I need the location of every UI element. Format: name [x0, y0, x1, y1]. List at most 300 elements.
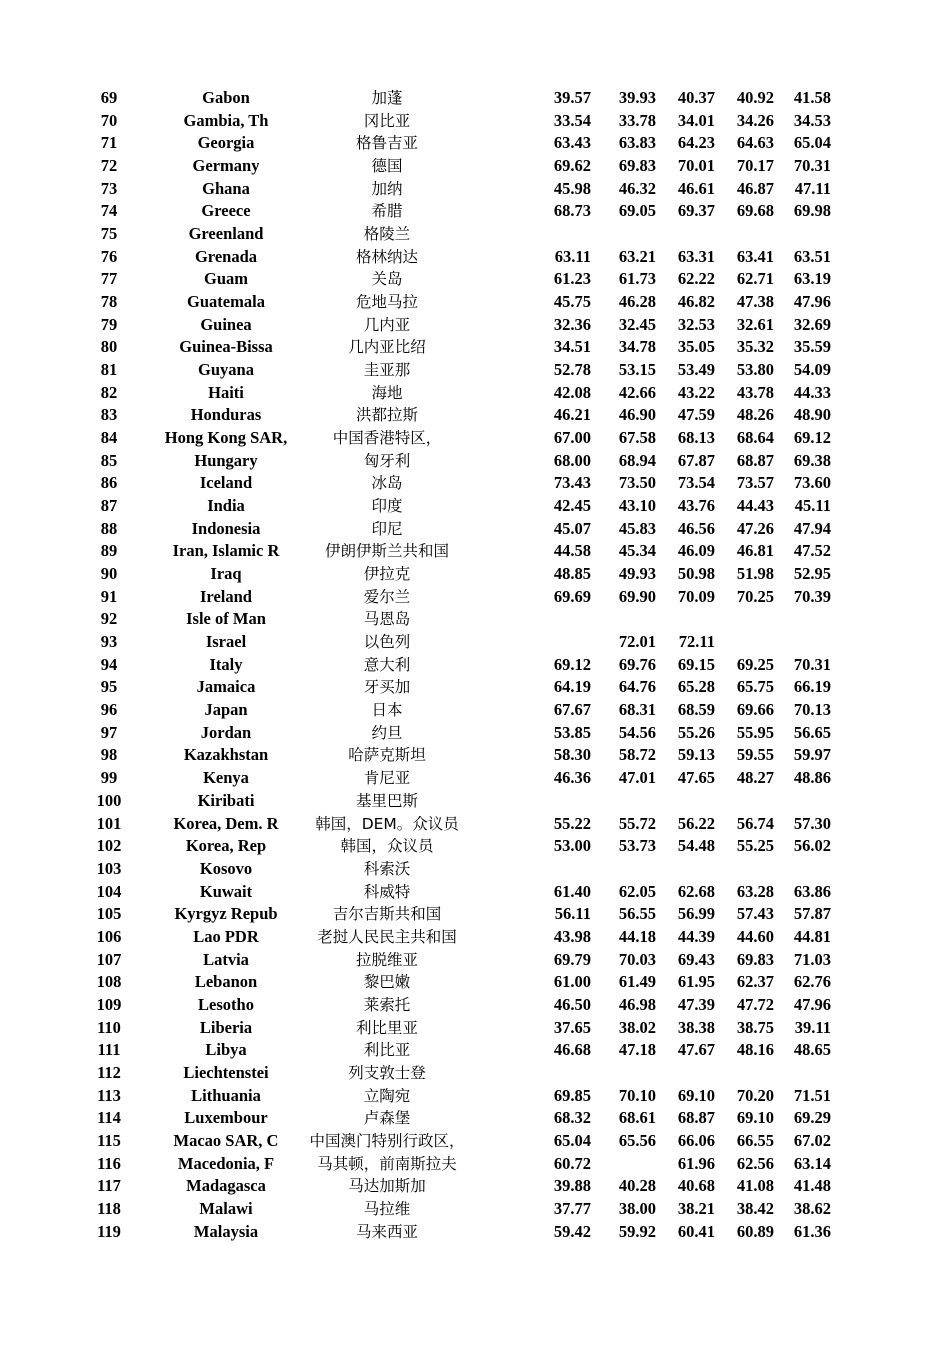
value-cell: 65.75: [736, 677, 774, 697]
country-name-english: Macao SAR, C: [173, 1130, 279, 1150]
value-cell: 56.74: [736, 813, 774, 833]
value-cell: 64.23: [677, 133, 715, 153]
table-row: [0, 450, 950, 473]
row-number: 116: [97, 1153, 121, 1173]
value-cell: 55.72: [618, 813, 656, 833]
country-name-english: Madagasca: [186, 1176, 266, 1196]
value-cell: 47.59: [677, 405, 715, 425]
country-name-english: Isle of Man: [186, 609, 266, 629]
value-cell: 62.56: [736, 1153, 774, 1173]
value-cell: 38.00: [618, 1198, 656, 1218]
value-cell: 39.93: [618, 88, 656, 107]
row-number: 96: [100, 700, 118, 720]
row-number: 78: [100, 292, 118, 312]
value-cell: 62.37: [736, 972, 774, 992]
row-number: 97: [100, 722, 118, 742]
table-row: [0, 722, 950, 745]
row-number: 77: [100, 269, 118, 289]
country-name-english: Latvia: [203, 949, 249, 969]
value-cell: 52.95: [793, 564, 831, 584]
value-cell: 61.73: [618, 269, 656, 289]
country-name-chinese: 关岛: [371, 270, 403, 289]
table-row: [0, 359, 950, 382]
table-row: [0, 518, 950, 541]
value-cell: 46.28: [618, 292, 656, 312]
value-cell: 46.36: [553, 768, 591, 788]
country-name-english: Italy: [209, 654, 243, 674]
country-name-chinese: 利比亚: [363, 1041, 411, 1060]
country-name-chinese: 马其顿，前南斯拉夫: [317, 1154, 457, 1173]
value-cell: 47.65: [677, 768, 715, 788]
country-name-chinese: 冰岛: [371, 474, 403, 493]
country-name-english: Libya: [205, 1040, 247, 1060]
table-row: [0, 835, 950, 858]
value-cell: 67.58: [618, 428, 656, 448]
country-name-chinese: 日本: [371, 701, 403, 720]
value-cell: 48.90: [793, 405, 831, 425]
country-name-chinese: 科威特: [363, 882, 411, 901]
table-row: [0, 926, 950, 949]
country-name-chinese: 意大利: [363, 655, 411, 674]
country-name-english: Iran, Islamic R: [172, 541, 280, 561]
value-cell: 34.78: [618, 337, 656, 357]
value-cell: 54.09: [793, 360, 831, 380]
value-cell: 69.38: [793, 450, 831, 470]
value-cell: 62.05: [618, 881, 656, 901]
row-number: 95: [100, 677, 118, 697]
value-cell: 46.90: [618, 405, 656, 425]
country-name-english: Greece: [201, 201, 251, 221]
country-name-chinese: 匈牙利: [363, 451, 411, 470]
country-name-chinese: 几内亚: [363, 315, 411, 334]
value-cell: 59.92: [618, 1221, 656, 1241]
value-cell: 63.31: [677, 246, 715, 266]
country-name-chinese: 圭亚那: [363, 361, 411, 380]
country-name-chinese: 马恩岛: [363, 610, 411, 629]
value-cell: 65.28: [677, 677, 715, 697]
table-row: [0, 223, 950, 246]
row-number: 99: [100, 768, 118, 788]
value-cell: 69.25: [736, 654, 774, 674]
value-cell: 64.19: [553, 677, 591, 697]
country-name-chinese: 科索沃: [363, 859, 411, 878]
value-cell: 70.31: [793, 654, 831, 674]
value-cell: 68.94: [618, 450, 656, 470]
row-number: 94: [100, 654, 118, 674]
value-cell: 62.22: [677, 269, 715, 289]
country-name-english: Kiribati: [197, 790, 255, 810]
table-row: [0, 790, 950, 813]
country-name-english: Kenya: [203, 768, 249, 788]
country-name-chinese: 基里巴斯: [355, 791, 418, 810]
row-number: 119: [97, 1221, 121, 1241]
row-number: 107: [96, 949, 122, 969]
country-name-english: Kosovo: [199, 858, 253, 878]
value-cell: 59.97: [793, 745, 831, 765]
table-row: [0, 1198, 950, 1221]
value-cell: 41.58: [793, 88, 831, 107]
value-cell: 47.94: [793, 518, 831, 538]
country-name-english: Liechtenstei: [183, 1062, 269, 1082]
value-cell: 48.86: [793, 768, 831, 788]
row-number: 69: [100, 88, 118, 107]
value-cell: 63.19: [793, 269, 831, 289]
value-cell: 39.11: [794, 1017, 831, 1037]
table-row: [0, 1153, 950, 1176]
value-cell: 46.61: [677, 178, 715, 198]
country-name-chinese: 加纳: [371, 179, 403, 198]
table-row: [0, 1062, 950, 1085]
row-number: 103: [96, 858, 122, 878]
country-name-chinese: 黎巴嫩: [363, 973, 411, 992]
value-cell: 48.65: [793, 1040, 831, 1060]
value-cell: 35.05: [677, 337, 715, 357]
value-cell: 66.19: [793, 677, 831, 697]
table-row: [0, 268, 950, 291]
value-cell: 69.76: [618, 654, 656, 674]
row-number: 112: [97, 1062, 121, 1082]
row-number: 86: [100, 473, 118, 493]
value-cell: 33.54: [553, 110, 591, 130]
country-name-english: Ireland: [200, 586, 252, 606]
value-cell: 68.87: [736, 450, 774, 470]
row-number: 117: [97, 1176, 121, 1196]
table-row: [0, 404, 950, 427]
value-cell: 32.45: [618, 314, 656, 334]
value-cell: 69.69: [553, 586, 591, 606]
country-name-chinese: 伊拉克: [363, 565, 411, 584]
value-cell: 32.69: [793, 314, 831, 334]
value-cell: 44.81: [793, 926, 831, 946]
value-cell: 70.20: [736, 1085, 774, 1105]
country-name-chinese: 中国香港特区，: [332, 429, 442, 448]
value-cell: 32.36: [553, 314, 591, 334]
table-row: [0, 314, 950, 337]
value-cell: 69.15: [677, 654, 715, 674]
value-cell: 46.81: [736, 541, 774, 561]
row-number: 85: [100, 450, 118, 470]
value-cell: 68.61: [618, 1108, 656, 1128]
value-cell: 70.01: [677, 156, 715, 176]
value-cell: 43.22: [677, 382, 715, 402]
row-number: 98: [100, 745, 118, 765]
table-row: [0, 132, 950, 155]
value-cell: 47.01: [618, 768, 656, 788]
value-cell: 43.76: [677, 496, 715, 516]
country-name-english: Korea, Rep: [185, 836, 267, 856]
value-cell: 63.11: [554, 246, 591, 266]
value-cell: 48.16: [736, 1040, 774, 1060]
value-cell: 53.73: [618, 836, 656, 856]
value-cell: 69.12: [553, 654, 591, 674]
country-name-chinese: 莱索托: [363, 995, 411, 1014]
country-name-english: Japan: [204, 700, 248, 720]
value-cell: 73.60: [793, 473, 831, 493]
value-cell: 47.39: [677, 994, 715, 1014]
value-cell: 60.41: [677, 1221, 715, 1241]
value-cell: 38.21: [677, 1198, 715, 1218]
country-name-chinese: 吉尔吉斯共和国: [332, 905, 442, 924]
country-name-english: Jordan: [200, 722, 252, 742]
value-cell: 44.43: [736, 496, 774, 516]
country-name-chinese: 利比里亚: [355, 1018, 418, 1037]
country-name-chinese: 以色列: [363, 633, 411, 652]
value-cell: 62.76: [793, 972, 831, 992]
country-name-english: Kyrgyz Repub: [174, 904, 278, 924]
value-cell: 69.43: [677, 949, 715, 969]
table-row: [0, 744, 950, 767]
value-cell: 43.78: [736, 382, 774, 402]
country-name-english: Luxembour: [184, 1108, 268, 1128]
country-name-chinese: 几内亚比绍: [348, 338, 426, 357]
country-name-english: Lebanon: [194, 972, 258, 992]
value-cell: 62.68: [677, 881, 715, 901]
value-cell: 73.50: [618, 473, 656, 493]
row-number: 73: [100, 178, 118, 198]
country-name-chinese: 约旦: [371, 723, 403, 742]
value-cell: 69.79: [553, 949, 591, 969]
row-number: 115: [97, 1130, 121, 1150]
value-cell: 63.43: [553, 133, 591, 153]
value-cell: 61.95: [677, 972, 715, 992]
value-cell: 69.10: [736, 1108, 774, 1128]
table-row: [0, 563, 950, 586]
table-row: [0, 87, 950, 110]
country-name-english: Guinea-Bissa: [179, 337, 273, 357]
row-number: 75: [100, 224, 118, 244]
country-name-english: Hungary: [194, 450, 258, 470]
country-name-english: Israel: [205, 632, 247, 652]
table-row: [0, 1017, 950, 1040]
data-table: [0, 87, 950, 1243]
country-name-chinese: 伊朗伊斯兰共和国: [324, 542, 449, 561]
value-cell: 46.82: [677, 292, 715, 312]
table-row: [0, 699, 950, 722]
country-name-english: Malawi: [199, 1198, 253, 1218]
value-cell: 38.75: [736, 1017, 774, 1037]
value-cell: 46.32: [618, 178, 656, 198]
country-name-chinese: 老挝人民民主共和国: [317, 927, 457, 946]
value-cell: 65.04: [793, 133, 831, 153]
table-row: [0, 495, 950, 518]
value-cell: 51.98: [736, 564, 774, 584]
country-name-english: Gambia, Th: [183, 110, 269, 130]
value-cell: 58.30: [553, 745, 591, 765]
value-cell: 65.04: [553, 1130, 591, 1150]
table-row: [0, 767, 950, 790]
value-cell: 49.93: [618, 564, 656, 584]
row-number: 102: [96, 836, 122, 856]
value-cell: 60.72: [553, 1153, 591, 1173]
value-cell: 35.59: [793, 337, 831, 357]
row-number: 71: [100, 133, 118, 153]
table-row: [0, 654, 950, 677]
table-row: [0, 1130, 950, 1153]
value-cell: 45.07: [553, 518, 591, 538]
value-cell: 48.85: [553, 564, 591, 584]
table-row: [0, 1085, 950, 1108]
country-name-english: Malaysia: [193, 1221, 259, 1241]
value-cell: 73.54: [677, 473, 715, 493]
value-cell: 48.26: [736, 405, 774, 425]
value-cell: 61.23: [553, 269, 591, 289]
value-cell: 69.37: [677, 201, 715, 221]
country-name-chinese: 希腊: [371, 202, 403, 221]
row-number: 118: [97, 1198, 121, 1218]
value-cell: 68.64: [736, 428, 774, 448]
value-cell: 42.08: [553, 382, 591, 402]
value-cell: 47.72: [736, 994, 774, 1014]
value-cell: 44.39: [677, 926, 715, 946]
table-row: [0, 540, 950, 563]
value-cell: 55.22: [553, 813, 591, 833]
country-name-chinese: 肯尼亚: [363, 769, 411, 788]
value-cell: 38.62: [793, 1198, 831, 1218]
value-cell: 63.14: [793, 1153, 831, 1173]
value-cell: 63.21: [618, 246, 656, 266]
value-cell: 69.98: [793, 201, 831, 221]
value-cell: 69.83: [736, 949, 774, 969]
value-cell: 63.86: [793, 881, 831, 901]
value-cell: 40.92: [736, 88, 774, 107]
country-name-chinese: 冈比亚: [363, 111, 411, 130]
table-row: [0, 291, 950, 314]
row-number: 90: [100, 564, 118, 584]
value-cell: 67.02: [793, 1130, 831, 1150]
row-number: 81: [100, 360, 118, 380]
value-cell: 40.28: [618, 1176, 656, 1196]
value-cell: 37.77: [553, 1198, 591, 1218]
value-cell: 59.55: [736, 745, 774, 765]
country-name-english: Georgia: [197, 133, 255, 153]
table-row: [0, 881, 950, 904]
table-row: [0, 1221, 950, 1244]
value-cell: 59.42: [553, 1221, 591, 1241]
value-cell: 39.57: [553, 88, 591, 107]
country-name-chinese: 列支敦士登: [348, 1063, 426, 1082]
value-cell: 67.87: [677, 450, 715, 470]
value-cell: 61.00: [553, 972, 591, 992]
country-name-english: India: [207, 496, 245, 516]
country-name-chinese: 印尼: [371, 519, 403, 538]
table-row: [0, 1107, 950, 1130]
value-cell: 63.51: [793, 246, 831, 266]
row-number: 89: [100, 541, 118, 561]
value-cell: 55.26: [677, 722, 715, 742]
value-cell: 67.67: [553, 700, 591, 720]
country-name-english: Greenland: [188, 224, 264, 244]
table-row: [0, 382, 950, 405]
value-cell: 64.63: [736, 133, 774, 153]
value-cell: 41.48: [793, 1176, 831, 1196]
value-cell: 40.68: [677, 1176, 715, 1196]
row-number: 104: [96, 881, 122, 901]
value-cell: 45.83: [618, 518, 656, 538]
value-cell: 56.02: [793, 836, 831, 856]
value-cell: 54.48: [677, 836, 715, 856]
value-cell: 66.06: [677, 1130, 715, 1150]
value-cell: 46.09: [677, 541, 715, 561]
country-name-english: Iraq: [210, 564, 242, 584]
table-row: [0, 110, 950, 133]
table-row: [0, 427, 950, 450]
country-name-english: Indonesia: [191, 518, 261, 538]
country-name-english: Lao PDR: [193, 926, 259, 946]
country-name-chinese: 格鲁吉亚: [355, 134, 418, 153]
value-cell: 38.38: [677, 1017, 715, 1037]
row-number: 82: [100, 382, 118, 402]
country-name-chinese: 海地: [371, 383, 403, 402]
value-cell: 69.05: [618, 201, 656, 221]
value-cell: 67.00: [553, 428, 591, 448]
table-row: [0, 813, 950, 836]
value-cell: 71.51: [793, 1085, 831, 1105]
table-row: [0, 994, 950, 1017]
table-row: [0, 903, 950, 926]
country-name-english: Macedonia, F: [177, 1153, 275, 1173]
value-cell: 71.03: [793, 949, 831, 969]
value-cell: 70.31: [793, 156, 831, 176]
value-cell: 70.13: [793, 700, 831, 720]
table-row: [0, 178, 950, 201]
value-cell: 57.43: [736, 904, 774, 924]
table-row: [0, 676, 950, 699]
table-row: [0, 608, 950, 631]
country-name-chinese: 马拉维: [363, 1199, 411, 1218]
value-cell: 33.78: [618, 110, 656, 130]
country-name-english: Korea, Dem. R: [173, 813, 279, 833]
value-cell: 70.09: [677, 586, 715, 606]
row-number: 100: [96, 790, 122, 810]
table-row: [0, 246, 950, 269]
country-name-english: Iceland: [199, 473, 253, 493]
value-cell: 66.55: [736, 1130, 774, 1150]
country-name-english: Guinea: [200, 314, 252, 334]
value-cell: 52.78: [553, 360, 591, 380]
row-number: 74: [100, 201, 118, 221]
value-cell: 41.08: [736, 1176, 774, 1196]
country-name-english: Gabon: [202, 88, 250, 107]
value-cell: 46.87: [736, 178, 774, 198]
value-cell: 68.32: [553, 1108, 591, 1128]
value-cell: 38.02: [618, 1017, 656, 1037]
row-number: 108: [96, 972, 122, 992]
value-cell: 60.89: [736, 1221, 774, 1241]
value-cell: 44.18: [618, 926, 656, 946]
country-name-chinese: 韩国，众议员: [340, 837, 434, 856]
table-row: [0, 631, 950, 654]
row-number: 93: [100, 632, 118, 652]
value-cell: 64.76: [618, 677, 656, 697]
table-row: [0, 1039, 950, 1062]
value-cell: 32.53: [677, 314, 715, 334]
value-cell: 37.65: [553, 1017, 591, 1037]
country-name-english: Guatemala: [187, 292, 265, 312]
value-cell: 42.66: [618, 382, 656, 402]
country-name-english: Kazakhstan: [183, 745, 269, 765]
value-cell: 69.85: [553, 1085, 591, 1105]
row-number: 101: [96, 813, 122, 833]
value-cell: 68.73: [553, 201, 591, 221]
country-name-english: Guyana: [198, 360, 254, 380]
value-cell: 48.27: [736, 768, 774, 788]
value-cell: 38.42: [736, 1198, 774, 1218]
value-cell: 45.75: [553, 292, 591, 312]
country-name-chinese: 韩国，DEM。众议员: [315, 814, 459, 833]
value-cell: 53.00: [553, 836, 591, 856]
value-cell: 68.59: [677, 700, 715, 720]
value-cell: 63.41: [736, 246, 774, 266]
